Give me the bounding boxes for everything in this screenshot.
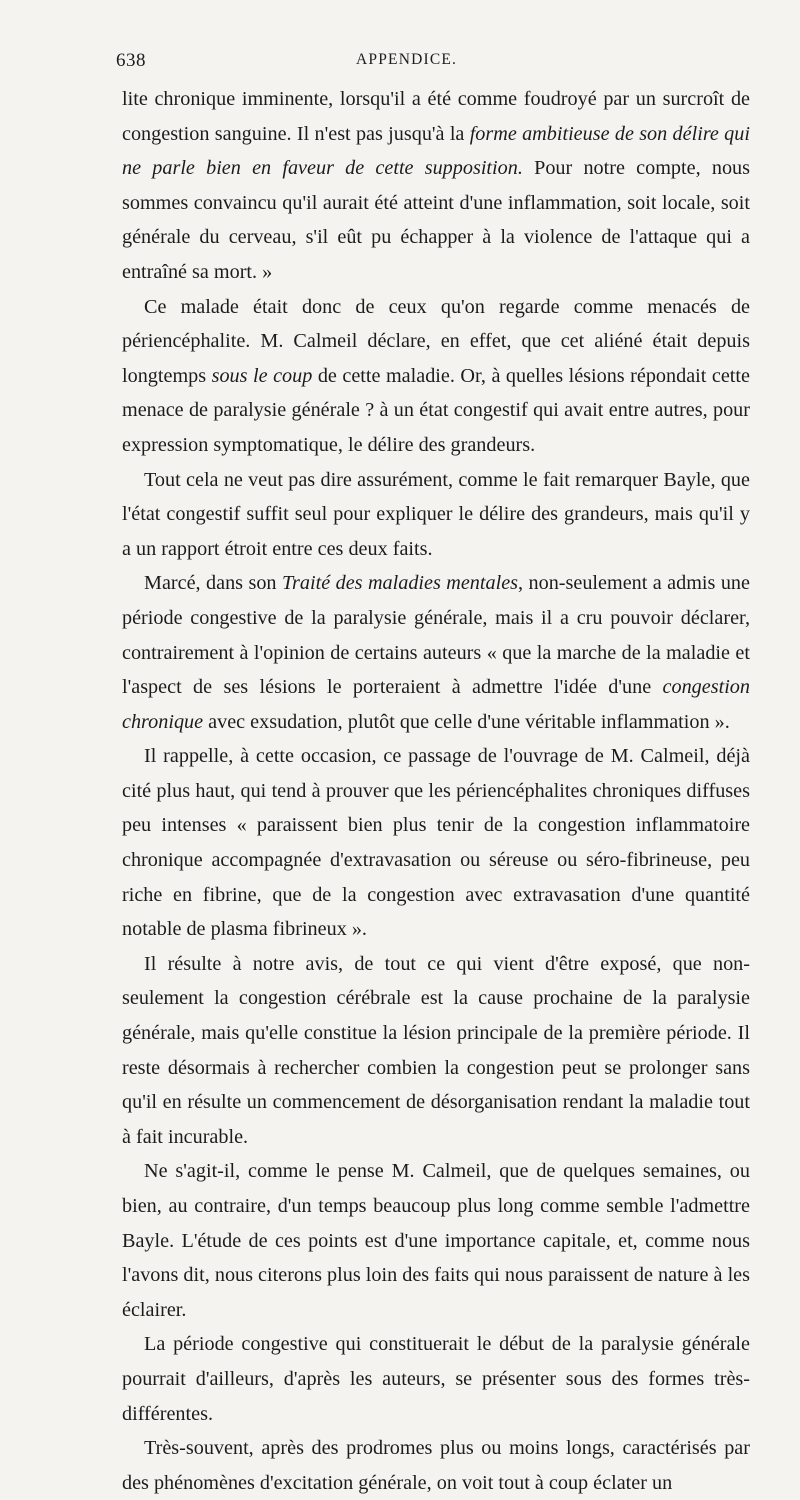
- text-run: Pour notre compte, nous sommes convaincu qu'il aurait été atteint d'une inflammation, soit locale, soit générale du cerveau, s'il eût pu échapper à la violence de l'attaque qui a entraîné sa mort. »: [122, 157, 750, 283]
- paragraph: [122, 1431, 750, 1500]
- text-run: Tout cela ne veut pas dire assurément, comme le fait remarquer Bayle, que l'état congestif suffit seul pour expliquer le délire des grandeurs, mais qu'il y a un rapport étroit entre ces deux faits.: [122, 468, 750, 560]
- paragraph: [122, 82, 750, 290]
- italic-text-run: forme ambitieuse de son délire qui ne parle bien en faveur de cette supposition.: [122, 122, 750, 180]
- paragraph: [122, 947, 750, 1155]
- running-head: APPENDICE.: [356, 51, 458, 68]
- text-run: , non-seulement a admis une période congestive de la paralysie générale, mais il a cru pouvoir déclarer, contrairement à l'opinion de certains auteurs « que la marche de la maladie et l'aspect de ses lésions le porteraient à admettre l'idée d'une: [122, 572, 750, 699]
- text-run: avec exsudation, plutôt que celle d'une véritable inflammation ».: [203, 710, 730, 733]
- text-run: Très-souvent, après des prodromes plus ou moins longs, caractérisés par des phénomènes d'excitation générale, on voit tout à coup éclater un: [122, 1437, 750, 1494]
- paragraph: [122, 290, 750, 463]
- text-run: La période congestive qui constituerait le début de la paralysie générale pourrait d'ailleurs, d'après les auteurs, se présenter sous des formes très-différentes.: [122, 1333, 750, 1425]
- text-run: lite chronique imminente, lorsqu'il a été comme foudroyé par un surcroît de congestion sanguine. Il n'est pas jusqu'à la: [122, 88, 750, 145]
- text-run: Il résulte à notre avis, de tout ce qui vient d'être exposé, que non-seulement la congestion cérébrale est la cause prochaine de la paralysie générale, mais qu'elle constitue la lésion principale de la première période. Il reste désormais à rechercher combien la congestion peut se prolonger sans qu'il en résulte un commencement de désorganisation rendant la maladie tout à fait incurable.: [122, 952, 750, 1148]
- paragraph: [122, 1327, 750, 1431]
- page-header: [116, 50, 750, 76]
- paragraph: [122, 1154, 750, 1327]
- paragraph: [122, 566, 750, 739]
- text-run: Ce malade était donc de ceux qu'on regarde comme menacés de périencéphalite. M. Calmeil déclare, en effet, que cet aliéné était depuis longtemps: [122, 295, 750, 387]
- text-run: Il rappelle, à cette occasion, ce passage de l'ouvrage de M. Calmeil, déjà cité plus haut, qui tend à prouver que les périencéphalites chroniques diffuses peu intenses « paraissent bien plus tenir de la congestion inflammatoire chronique accompagnée d'extravasation ou séreuse ou séro-fibrineuse, peu riche en fibrine, que de la congestion avec extravasation d'une quantité notable de plasma fibrineux ».: [122, 745, 750, 941]
- paragraph: [122, 739, 750, 947]
- page-number: 638: [116, 50, 146, 71]
- text-run: de cette maladie. Or, à quelles lésions répondait cette menace de paralysie générale ? à un état congestif qui avait entre autres, pour expression symptomatique, le délire des grandeurs.: [122, 364, 750, 456]
- text-run: Ne s'agit-il, comme le pense M. Calmeil, que de quelques semaines, ou bien, au contraire, d'un temps beaucoup plus long comme semble l'admettre Bayle. L'étude de ces points est d'une importance capitale, et, comme nous l'avons dit, nous citerons plus loin des faits qui nous paraissent de nature à les éclairer.: [122, 1160, 750, 1321]
- italic-text-run: Traité des maladies mentales: [281, 572, 519, 595]
- paragraph: [122, 463, 750, 567]
- italic-text-run: congestion chronique: [122, 676, 750, 733]
- text-run: Marcé, dans son: [144, 572, 282, 595]
- body-text: [122, 82, 750, 1500]
- italic-text-run: sous le coup: [211, 364, 313, 387]
